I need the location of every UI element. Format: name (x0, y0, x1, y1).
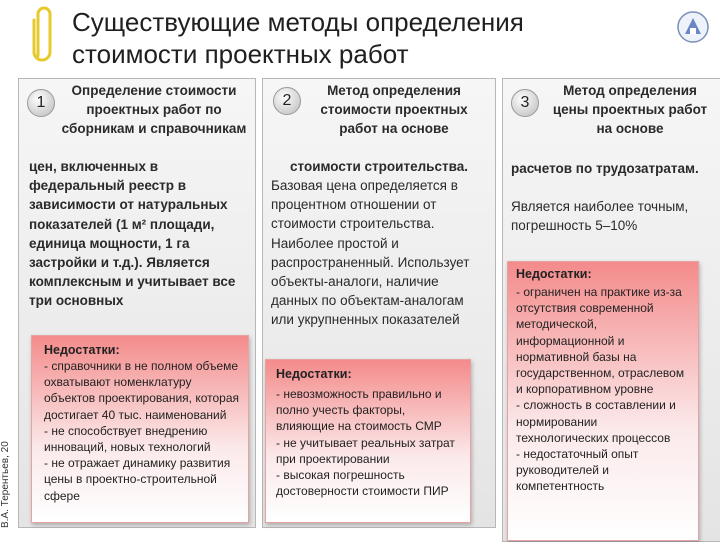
method-basis: стоимости строительства. (290, 159, 468, 174)
cons-title: Недостатки: (44, 343, 120, 357)
method-heading: Метод определения цены проектных работ на основе (552, 83, 708, 137)
method-heading: Метод определения стоимости проектных работ на основе (320, 83, 468, 137)
logo-icon (676, 10, 710, 44)
cons-text: - справочники в не полном объеме охватывают номенклатуру объектов проектирования, которая достигает 40 тыс. наименований - не способствует внедрению инноваций, новых технологий - не отражает динамику развития цены в проектно-строительной сфере (44, 359, 239, 503)
author-sidebar-text: В.А. Терентьев, 20 (0, 441, 11, 528)
method-description: цен, включенных в федеральный реестр в зависимости от натуральных показателей (1 м² площади, единица мощности, 1 га застройки и т.д.). Является комплексным и учитывает все три основных (29, 159, 236, 309)
method-description: Базовая цена определяется в процентном отношении от стоимости строительства. Наиболее простой и распространенный. Использует объекты-аналоги, наличие данных по объектам-аналогам или укрупненных показателей (271, 178, 470, 328)
method-column-3 (502, 78, 720, 542)
method-description: Является наиболее точным, погрешность 5–10% (511, 199, 689, 234)
method-number-badge: 2 (273, 87, 301, 115)
cons-text: - ограничен на практике из-за отсутствия современной методической, информационной и нормативной базы на государственном, отраслевом и корпоративном уровне - сложность в составлении и нормировании технологических процессов - недостаточный опыт руководителей и компетентность (516, 285, 685, 494)
page-title: Существующие методы определения стоимости проектных работ (72, 7, 524, 69)
method-column-1 (18, 78, 256, 528)
cons-title: Недостатки: (276, 367, 352, 381)
cons-box (265, 359, 471, 523)
method-number-badge: 1 (27, 89, 55, 117)
cons-box (31, 335, 249, 523)
method-heading: Определение стоимости проектных работ по сборникам и справочникам (61, 83, 247, 137)
paperclip-icon (30, 2, 58, 64)
cons-box (507, 261, 699, 541)
method-column-2 (262, 78, 496, 528)
cons-text: - невозможность правильно и полно учесть факторы, влияющие на стоимость СМР - не учитывает реальных затрат при проектировании - высокая погрешность достоверности стоимости ПИР (276, 387, 455, 499)
method-basis: расчетов по трудозатратам. (511, 161, 699, 176)
cons-title: Недостатки: (516, 267, 592, 281)
method-number-badge: 3 (511, 89, 539, 117)
